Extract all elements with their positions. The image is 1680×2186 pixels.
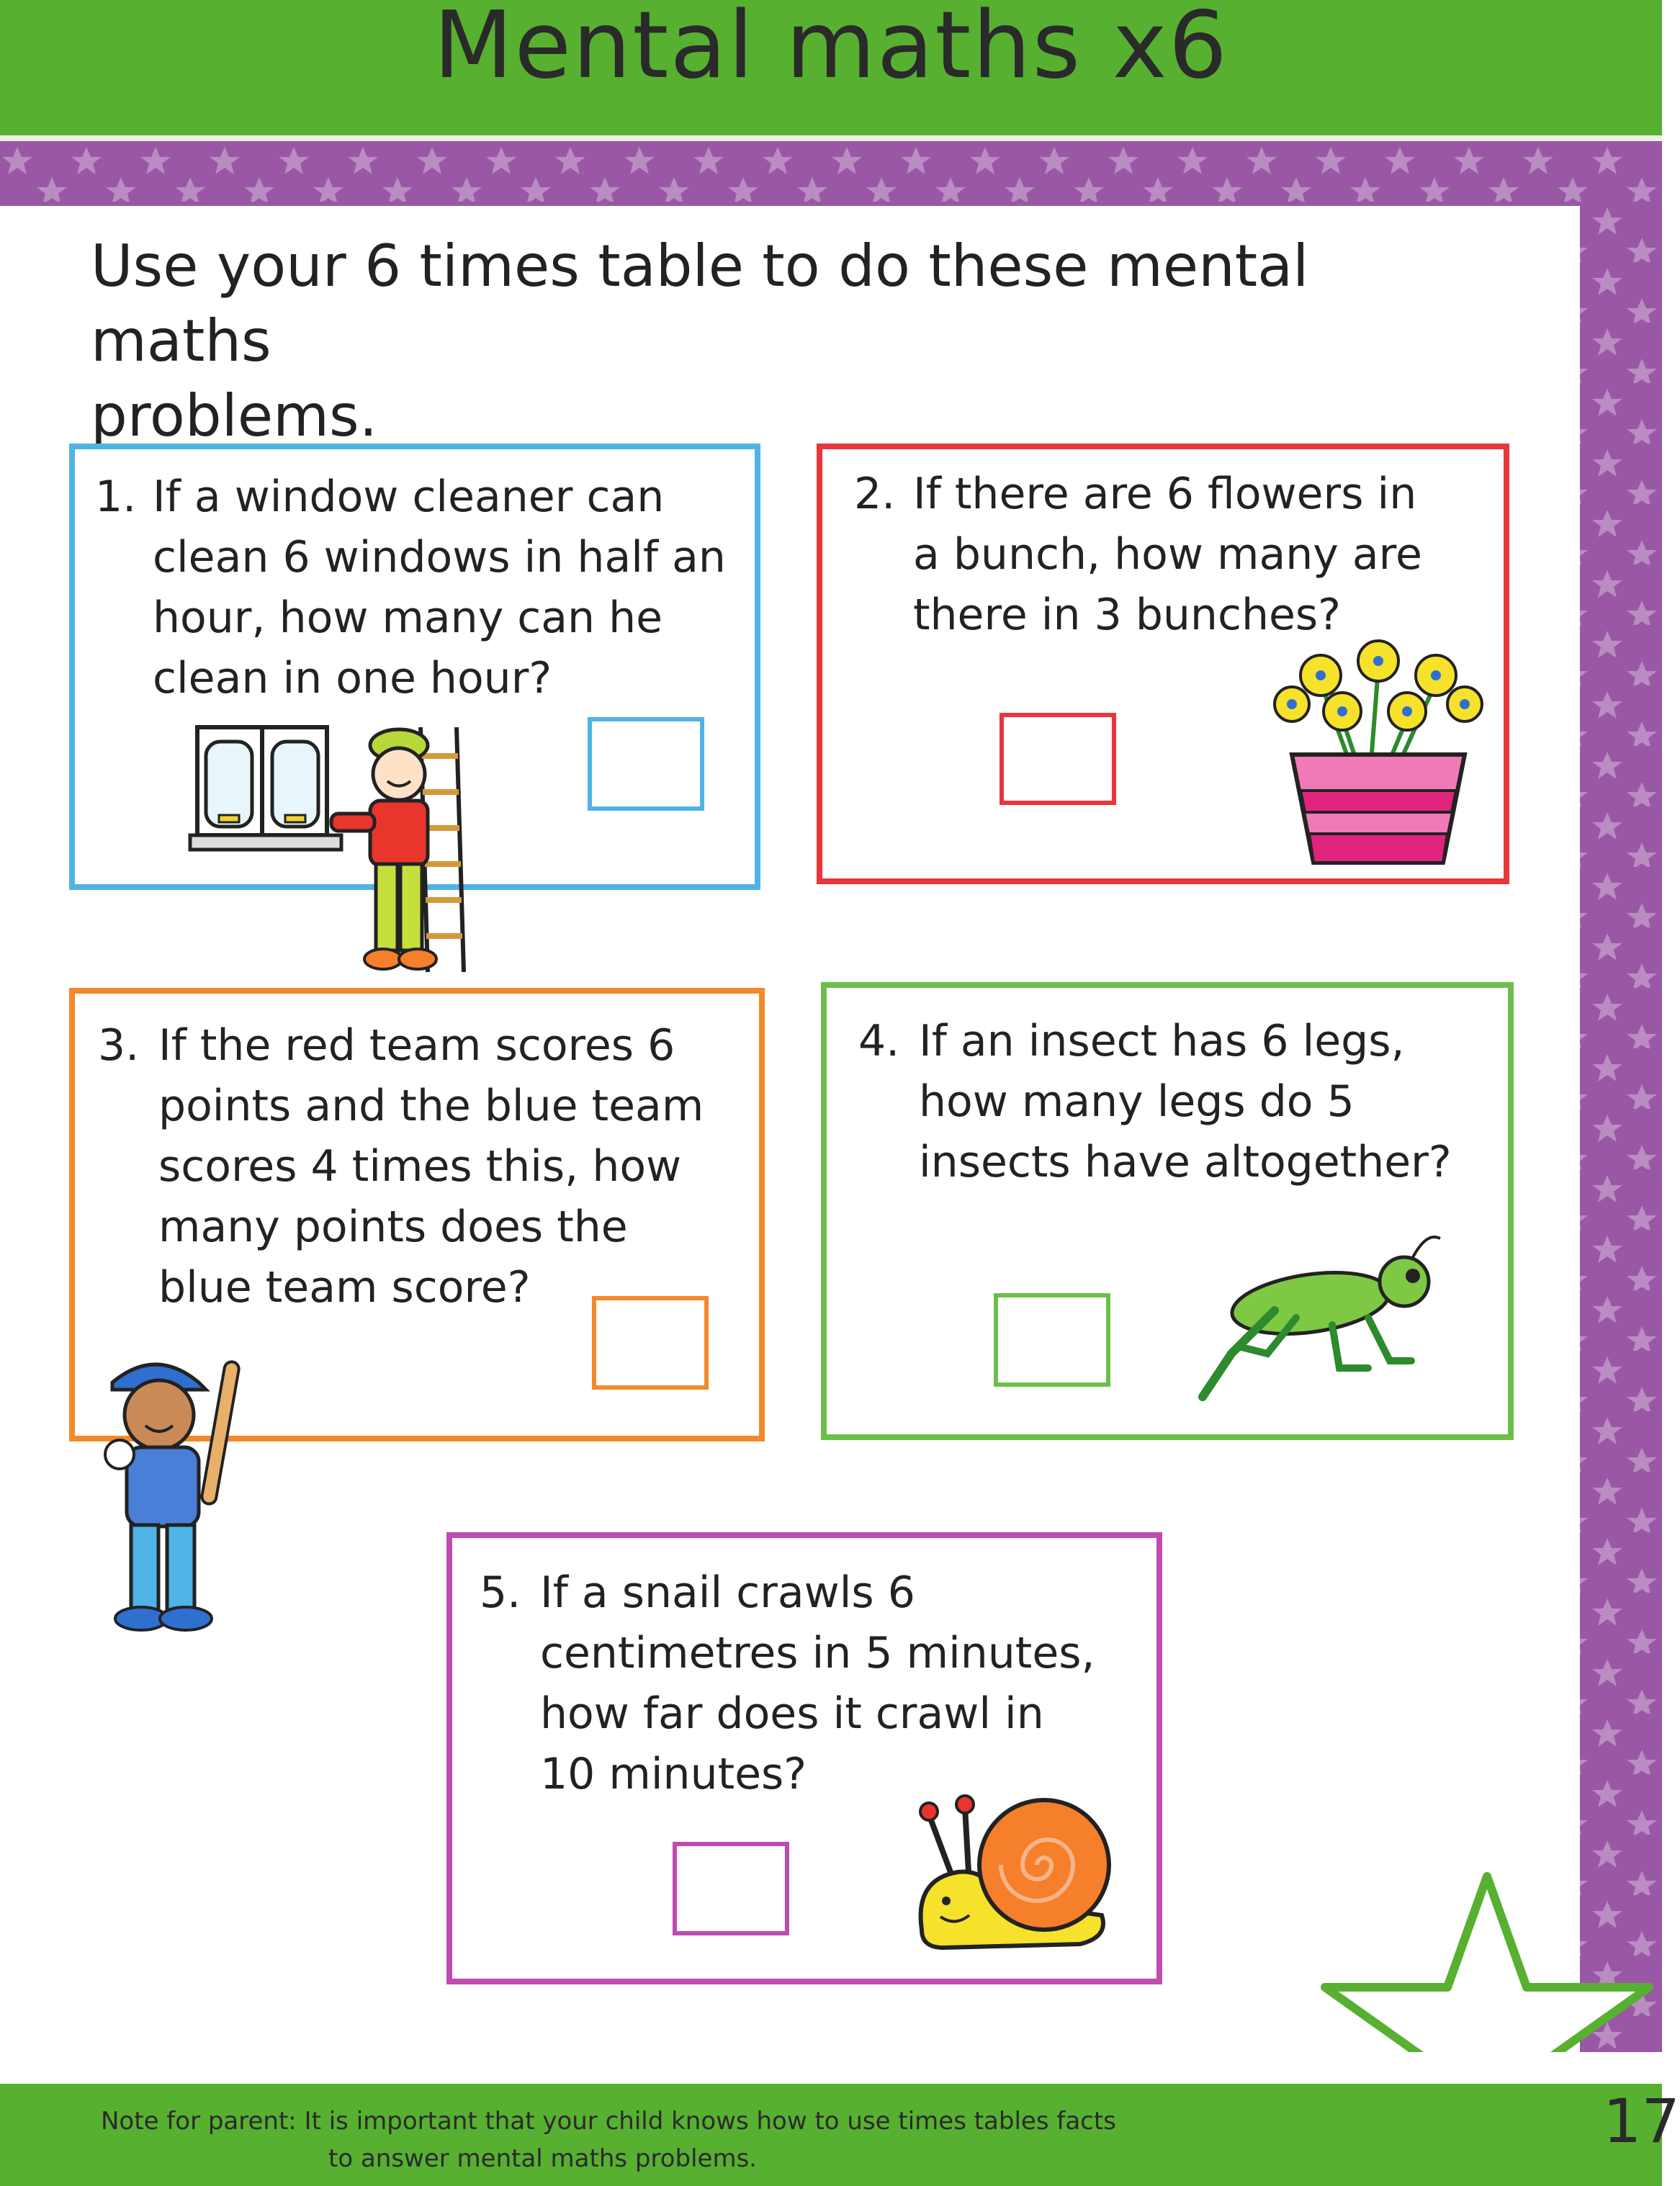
question-4-line: insects have altogether? xyxy=(919,1137,1452,1187)
flower-pot-illustration xyxy=(1256,625,1493,870)
page-title: Mental maths x6 xyxy=(433,0,1229,99)
baseball-boy-illustration xyxy=(98,1346,264,1634)
window-cleaner-illustration xyxy=(190,713,493,979)
question-5-line: how far does it crawl in xyxy=(540,1688,1044,1739)
instruction-text xyxy=(91,229,1387,454)
question-4-number: 4. xyxy=(858,1016,900,1066)
question-1-line: If a window cleaner can xyxy=(153,472,665,522)
question-3-line: blue team score? xyxy=(158,1262,531,1313)
snail-illustration xyxy=(900,1786,1116,1958)
answer-box-2[interactable] xyxy=(1000,713,1116,805)
footer-divider xyxy=(0,2052,1662,2084)
question-2-line: If there are 6 flowers in xyxy=(913,469,1417,519)
question-1-line: clean in one hour? xyxy=(153,653,552,703)
answer-box-3[interactable] xyxy=(592,1296,709,1390)
parent-note xyxy=(101,2102,1253,2177)
question-1-line: clean 6 windows in half an xyxy=(153,532,726,583)
question-3-line: scores 4 times this, how xyxy=(158,1141,682,1192)
question-3-number: 3. xyxy=(98,1020,140,1071)
question-3-line: points and the blue team xyxy=(158,1081,704,1131)
instruction-line-1: Use your 6 times table to do these mental maths xyxy=(91,233,1309,374)
question-5-number: 5. xyxy=(480,1567,521,1618)
grasshopper-illustration xyxy=(1188,1231,1447,1404)
answer-box-5[interactable] xyxy=(673,1842,789,1935)
parent-note-line-2: to answer mental maths problems. xyxy=(328,2144,758,2173)
question-2-line: a bunch, how many are xyxy=(913,529,1422,580)
page-number: 17 xyxy=(1603,2086,1680,2156)
question-1-line: hour, how many can he xyxy=(153,593,663,643)
question-5-line: 10 minutes? xyxy=(540,1749,807,1799)
question-5-line: centimetres in 5 minutes, xyxy=(540,1628,1095,1678)
answer-box-1[interactable] xyxy=(588,717,704,811)
question-3-line: many points does the xyxy=(158,1202,628,1252)
header-divider xyxy=(0,135,1662,141)
question-2-line: there in 3 bunches? xyxy=(913,590,1341,640)
instruction-line-2: problems. xyxy=(91,382,378,449)
question-3-line: If the red team scores 6 xyxy=(158,1020,675,1071)
question-5-line: If a snail crawls 6 xyxy=(540,1567,915,1618)
parent-note-line-1: Note for parent: It is important that your child knows how to use times tables facts xyxy=(101,2107,1116,2136)
question-4-line: If an insect has 6 legs, xyxy=(919,1016,1405,1066)
answer-box-4[interactable] xyxy=(994,1293,1110,1387)
question-4-line: how many legs do 5 xyxy=(919,1076,1355,1127)
question-2-number: 2. xyxy=(854,469,896,519)
question-1-number: 1. xyxy=(95,472,137,522)
